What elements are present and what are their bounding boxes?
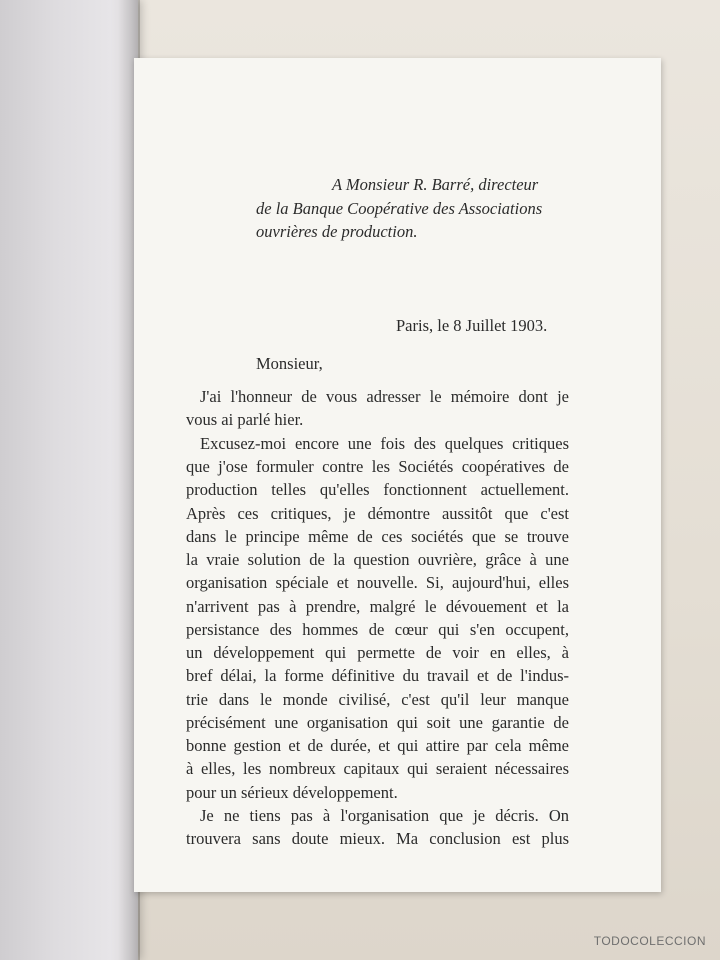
body-line: trie dans le monde civilisé, c'est qu'il leur manque: [186, 690, 569, 709]
dedication-line: ouvrières de production.: [256, 222, 418, 241]
body-line: organisation spéciale et nouvelle. Si, aujourd'hui, elles: [186, 573, 569, 592]
body-line: production telles qu'elles fonctionnent actuellement.: [186, 480, 569, 499]
body-line: n'arrivent pas à prendre, malgré le dévouement et la: [186, 597, 569, 616]
body-line: bonne gestion et de durée, et qui attire par cela même: [186, 736, 569, 755]
book-page: [134, 58, 661, 892]
body-line: Après ces critiques, je démontre aussitôt que c'est: [186, 504, 569, 523]
body-line: à elles, les nombreux capitaux qui seraient nécessaires: [186, 759, 569, 778]
body-line: trouvera sans doute mieux. Ma conclusion est plus: [186, 829, 569, 848]
body-line: Je ne tiens pas à l'organisation que je décris. On: [200, 806, 569, 825]
salutation: Monsieur,: [256, 354, 323, 373]
body-line: J'ai l'honneur de vous adresser le mémoire dont je: [200, 387, 569, 406]
watermark: TODOCOLECCION: [593, 934, 706, 948]
body-line: vous ai parlé hier.: [186, 410, 304, 429]
body-line: précisément une organisation qui soit une garantie de: [186, 713, 569, 732]
body-line: persistance des hommes de cœur qui s'en occupent,: [186, 620, 569, 639]
body-line: que j'ose formuler contre les Sociétés coopératives de: [186, 457, 569, 476]
dedication-line: de la Banque Coopérative des Associations: [256, 199, 543, 218]
dedication-line: A Monsieur R. Barré, directeur: [332, 175, 539, 194]
body-line: pour un sérieux développement.: [186, 783, 398, 802]
body-line: Excusez-moi encore une fois des quelques critiques: [200, 434, 569, 453]
body-line: un développement qui permette de voir en elles, à: [186, 643, 569, 662]
body-line: la vraie solution de la question ouvrière, grâce à une: [186, 550, 569, 569]
body-line: dans le principe même de ces sociétés que se trouve: [186, 527, 569, 546]
date-line: Paris, le 8 Juillet 1903.: [396, 316, 548, 335]
body-line: bref délai, la forme définitive du travail et de l'indus-: [186, 666, 569, 685]
